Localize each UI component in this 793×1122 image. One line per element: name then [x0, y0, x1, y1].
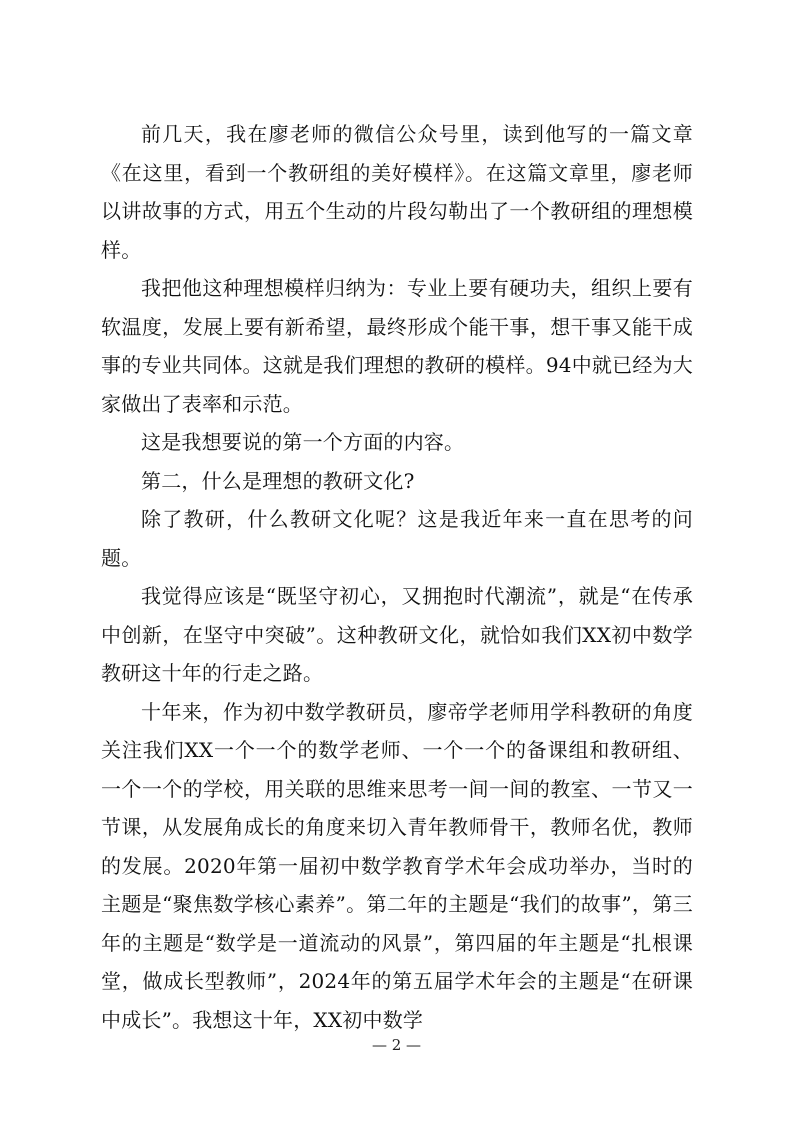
- paragraph: 这是我想要说的第一个方面的内容。: [141, 430, 465, 454]
- paragraph: 前几天，我在廖老师的微信公众号里，读到他写的一篇文章《在这里，看到一个教研组的美好模样》。在这篇文章里，廖老师以讲故事的方式，用五个生动的片段勾勒出了一个教研组的理想模样。: [101, 122, 693, 262]
- body-text: [101, 115, 693, 1039]
- paragraph: 我把他这种理想模样归纳为：专业上要有硬功夫，组织上要有软温度，发展上要有新希望，最终形成个能干事，想干事又能干成事的专业共同体。这就是我们理想的教研的模样。94中就已经为大家做出了表率和示范。: [101, 276, 693, 416]
- section-heading: 第二，什么是理想的教研文化?: [141, 468, 415, 493]
- page-number: — 2 —: [371, 1036, 422, 1054]
- paragraph: 十年来，作为初中数学教研员，廖帝学老师用学科教研的角度关注我们XX一个一个的数学老师、一个一个的备课组和教研组、一个一个的学校，用关联的思维来思考一间一间的教室、一节又一节课，从发展角成长的角度来切入青年教师骨干，教师名优，教师的发展。2020年第一届初中数学教育学术年会成功举办，当时的主题是“聚焦数学核心素养”。第二年的主题是“我们的故事”，第三年的主题是“数学是一道流动的风景”，第四届的年主题是“扎根课堂，做成长型教师”，2024年的第五届学术年会的主题是“在研课中成长”。我想这十年，XX初中数学: [101, 699, 693, 1032]
- paragraph: 我觉得应该是“既坚守初心，又拥抱时代潮流”，就是“在传承中创新，在坚守中突破”。这种教研文化，就恰如我们XX初中数学教研这十年的行走之路。: [101, 584, 693, 685]
- paragraph: 除了教研，什么教研文化呢？这是我近年来一直在思考的问题。: [101, 507, 693, 570]
